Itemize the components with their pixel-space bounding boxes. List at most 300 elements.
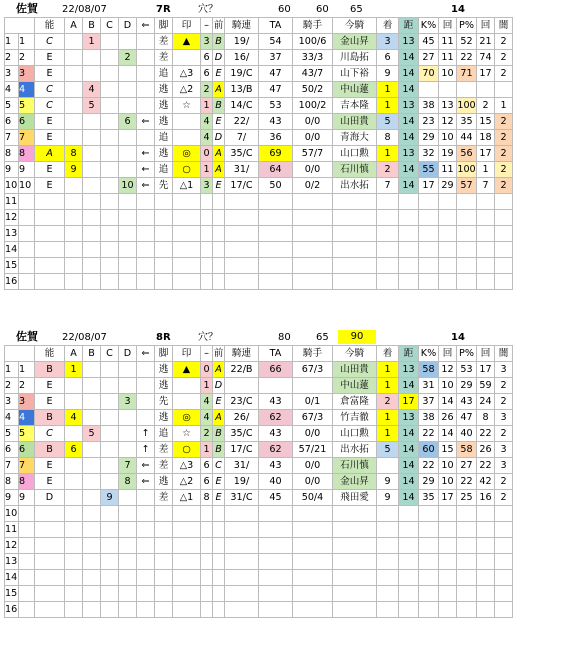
cell-p-count: 74 [477, 50, 495, 66]
cell-arrow [137, 226, 155, 242]
cell-arrow [137, 130, 155, 146]
cell-mark: △1 [173, 490, 201, 506]
cell-p-count [477, 210, 495, 226]
cell-prev [213, 570, 225, 586]
cell-p-count [477, 258, 495, 274]
cell-mark [173, 538, 201, 554]
cell-k-count [439, 194, 457, 210]
cell-mark [173, 194, 201, 210]
cell-dark: 2 [495, 490, 513, 506]
header-blank [5, 18, 35, 34]
cell-p-count: 22 [477, 426, 495, 442]
cell-style: 追 [155, 130, 173, 146]
cell-arrow [137, 490, 155, 506]
cell-k-pct: 22 [419, 426, 439, 442]
cell-distance [399, 586, 419, 602]
cell-rating [35, 522, 65, 538]
cell-col-d [119, 98, 137, 114]
cell-col-c [101, 426, 119, 442]
column-header: 騎連 [225, 18, 259, 34]
cell-p-count: 17 [477, 146, 495, 162]
cell-dash: 8 [201, 490, 213, 506]
cell-col-a [65, 426, 83, 442]
cell-p-count [477, 82, 495, 98]
cell-k-pct [419, 538, 439, 554]
cell-arrow: ← [137, 146, 155, 162]
cell-row-number: 14 [5, 570, 19, 586]
cell-col-b [83, 114, 101, 130]
cell-row-number: 3 [5, 66, 19, 82]
cell-p-count: 18 [477, 130, 495, 146]
cell-col-c [101, 538, 119, 554]
cell-k-pct: 31 [419, 378, 439, 394]
cell-p-count: 8 [477, 410, 495, 426]
cell-style [155, 602, 173, 618]
table-row [5, 242, 513, 258]
cell-distance [399, 538, 419, 554]
column-header: 回 [439, 346, 457, 362]
cell-style [155, 586, 173, 602]
cell-col-a [65, 586, 83, 602]
cell-prev: E [213, 178, 225, 194]
cell-post-number [19, 522, 35, 538]
cell-k-pct [419, 258, 439, 274]
cell-style: 差 [155, 50, 173, 66]
cell-col-d: 7 [119, 458, 137, 474]
cell-col-a: 9 [65, 162, 83, 178]
cell-arrow: ⇐ [137, 178, 155, 194]
cell-col-a [65, 66, 83, 82]
cell-col-a: 6 [65, 442, 83, 458]
cell-mark [173, 506, 201, 522]
cell-distance [399, 522, 419, 538]
cell-p-pct: 43 [457, 394, 477, 410]
cell-finish: 1 [377, 98, 399, 114]
distance-header: 14 [451, 332, 465, 343]
cell-jockey-stat: 57/7 [293, 146, 333, 162]
cell-rider: 山口勲 [333, 146, 377, 162]
cell-rider: 青海大 [333, 130, 377, 146]
cell-row-number: 11 [5, 522, 19, 538]
cell-style [155, 538, 173, 554]
cell-col-b [83, 146, 101, 162]
table-row [5, 554, 513, 570]
cell-distance: 14 [399, 490, 419, 506]
column-header: 騎連 [225, 346, 259, 362]
cell-rating: C [35, 34, 65, 50]
cell-jockey-stat: 0/0 [293, 114, 333, 130]
cell-dark: 2 [495, 34, 513, 50]
cell-rider: 山田貴 [333, 362, 377, 378]
cell-rider: 山口勲 [333, 426, 377, 442]
cell-col-b [83, 442, 101, 458]
cell-k-count: 17 [439, 490, 457, 506]
cell-ta: 43 [259, 426, 293, 442]
cell-k-count: 14 [439, 394, 457, 410]
cell-k-pct: 27 [419, 50, 439, 66]
cell-col-a [65, 114, 83, 130]
cell-p-count: 26 [477, 442, 495, 458]
cell-rider [333, 506, 377, 522]
cell-p-pct [457, 538, 477, 554]
cell-distance: 14 [399, 114, 419, 130]
cell-prev [213, 258, 225, 274]
cell-post-number [19, 274, 35, 290]
cell-k-count [439, 226, 457, 242]
cell-jockey-stat [293, 586, 333, 602]
cell-jockey-combo [225, 194, 259, 210]
cell-col-a [65, 570, 83, 586]
cell-row-number: 8 [5, 146, 19, 162]
cell-k-pct: 55 [419, 162, 439, 178]
cell-mark: △3 [173, 458, 201, 474]
cell-jockey-combo [225, 378, 259, 394]
cell-ta: 40 [259, 474, 293, 490]
cell-dash: 6 [201, 458, 213, 474]
cell-col-b [83, 258, 101, 274]
cell-prev: A [213, 362, 225, 378]
cell-k-count: 11 [439, 162, 457, 178]
cell-rating: C [35, 426, 65, 442]
cell-arrow [137, 410, 155, 426]
cell-col-a [65, 490, 83, 506]
cell-p-pct [457, 258, 477, 274]
cell-col-b [83, 66, 101, 82]
cell-jockey-combo: 13/B [225, 82, 259, 98]
cell-col-a [65, 506, 83, 522]
cell-k-pct: 37 [419, 394, 439, 410]
cell-prev [213, 522, 225, 538]
cell-prev [213, 554, 225, 570]
cell-prev: E [213, 114, 225, 130]
cell-rating: E [35, 378, 65, 394]
cell-arrow [137, 34, 155, 50]
table-row [5, 522, 513, 538]
cell-jockey-combo [225, 570, 259, 586]
date-label: 22/08/07 [62, 332, 107, 343]
cell-ta: 36 [259, 130, 293, 146]
cell-rider [333, 258, 377, 274]
column-header: TA [259, 346, 293, 362]
cell-finish: 1 [377, 146, 399, 162]
cell-ta: 43 [259, 458, 293, 474]
cell-rider: 金山昇 [333, 474, 377, 490]
cell-col-a [65, 50, 83, 66]
cell-col-c [101, 362, 119, 378]
cell-dash: 1 [201, 98, 213, 114]
table-row [5, 602, 513, 618]
cell-prev [213, 274, 225, 290]
cell-ta [259, 274, 293, 290]
cell-dash [201, 226, 213, 242]
cell-col-c: 9 [101, 490, 119, 506]
cell-distance: 14 [399, 474, 419, 490]
cell-col-a [65, 602, 83, 618]
cell-jockey-stat: 0/0 [293, 458, 333, 474]
cell-col-b [83, 130, 101, 146]
cell-ta [259, 554, 293, 570]
cell-ta: 47 [259, 66, 293, 82]
cell-style: 追 [155, 162, 173, 178]
cell-col-a [65, 458, 83, 474]
cell-rating: E [35, 394, 65, 410]
cell-dark [495, 82, 513, 98]
cell-post-number: 4 [19, 82, 35, 98]
cell-jockey-combo [225, 602, 259, 618]
cell-col-a [65, 98, 83, 114]
cell-distance: 13 [399, 146, 419, 162]
cell-dash: 6 [201, 474, 213, 490]
cell-arrow [137, 570, 155, 586]
cell-dark [495, 194, 513, 210]
cell-col-d [119, 442, 137, 458]
cell-finish: 1 [377, 362, 399, 378]
cell-post-number: 9 [19, 162, 35, 178]
cell-k-count: 19 [439, 146, 457, 162]
cell-rider: 山下裕 [333, 66, 377, 82]
cell-jockey-stat: 100/6 [293, 34, 333, 50]
cell-col-d [119, 554, 137, 570]
cell-k-count [439, 210, 457, 226]
cell-post-number: 4 [19, 410, 35, 426]
cell-dash [201, 554, 213, 570]
cell-mark [173, 378, 201, 394]
table-row [5, 458, 513, 474]
cell-p-pct: 100 [457, 98, 477, 114]
cell-col-a [65, 130, 83, 146]
cell-col-d [119, 130, 137, 146]
cell-rating: E [35, 178, 65, 194]
cell-dark [495, 242, 513, 258]
table-row [5, 66, 513, 82]
cell-jockey-stat [293, 554, 333, 570]
cell-row-number: 13 [5, 554, 19, 570]
cell-rider: 川島拓 [333, 50, 377, 66]
cell-post-number [19, 258, 35, 274]
cell-ta: 47 [259, 82, 293, 98]
cell-col-a [65, 474, 83, 490]
cell-dark: 2 [495, 130, 513, 146]
cell-dash [201, 194, 213, 210]
cell-k-pct: 35 [419, 490, 439, 506]
cell-distance: 13 [399, 34, 419, 50]
cell-finish: 1 [377, 426, 399, 442]
cell-finish: 9 [377, 490, 399, 506]
cell-style: 逃 [155, 474, 173, 490]
cell-prev: A [213, 146, 225, 162]
cell-col-b [83, 242, 101, 258]
column-header: 前 [213, 346, 225, 362]
cell-finish [377, 522, 399, 538]
cell-ta: 54 [259, 34, 293, 50]
cell-jockey-combo: 17/C [225, 178, 259, 194]
cell-jockey-combo: 7/ [225, 130, 259, 146]
cell-p-count: 1 [477, 162, 495, 178]
cell-row-number: 6 [5, 442, 19, 458]
cell-dash: 4 [201, 410, 213, 426]
cell-col-b [83, 178, 101, 194]
cell-col-d [119, 410, 137, 426]
cell-rider [333, 274, 377, 290]
cell-distance: 14 [399, 378, 419, 394]
cell-row-number: 10 [5, 178, 19, 194]
cell-k-count [439, 522, 457, 538]
cell-row-number: 15 [5, 258, 19, 274]
cell-style: 逃 [155, 146, 173, 162]
cell-col-b [83, 586, 101, 602]
cell-col-a: 8 [65, 146, 83, 162]
cell-rating: E [35, 474, 65, 490]
cell-rider: 倉富隆 [333, 394, 377, 410]
cell-col-a [65, 554, 83, 570]
cell-col-a [65, 258, 83, 274]
cell-rating: C [35, 82, 65, 98]
table-row [5, 34, 513, 50]
cell-ta [259, 226, 293, 242]
cell-arrow [137, 210, 155, 226]
venue-label: 佐賀 [16, 330, 38, 343]
cell-distance [399, 194, 419, 210]
cell-dark: 2 [495, 426, 513, 442]
cell-ta [259, 602, 293, 618]
cell-rating [35, 554, 65, 570]
column-header: 能 [35, 18, 65, 34]
cell-rider [333, 586, 377, 602]
column-header: 回 [477, 18, 495, 34]
cell-distance: 14 [399, 442, 419, 458]
column-header: 能 [35, 346, 65, 362]
cell-p-count [477, 226, 495, 242]
cell-k-pct: 29 [419, 474, 439, 490]
cell-rider [333, 538, 377, 554]
cell-post-number: 2 [19, 378, 35, 394]
cell-col-a: 4 [65, 410, 83, 426]
cell-k-pct [419, 602, 439, 618]
cell-jockey-combo: 16/ [225, 50, 259, 66]
cell-row-number: 2 [5, 50, 19, 66]
cell-jockey-stat: 0/2 [293, 178, 333, 194]
cell-col-b [83, 490, 101, 506]
cell-jockey-stat: 100/2 [293, 98, 333, 114]
cell-ta: 43 [259, 394, 293, 410]
cell-dark: 3 [495, 442, 513, 458]
cell-col-b [83, 522, 101, 538]
cell-dark [495, 570, 513, 586]
cell-post-number [19, 506, 35, 522]
header-value-2: 60 [316, 4, 329, 15]
cell-mark: ◎ [173, 146, 201, 162]
column-header: C [101, 346, 119, 362]
cell-mark: ☆ [173, 426, 201, 442]
cell-k-pct: 38 [419, 98, 439, 114]
cell-p-pct [457, 226, 477, 242]
cell-dark: 2 [495, 50, 513, 66]
cell-mark [173, 570, 201, 586]
cell-ta [259, 586, 293, 602]
cell-ta: 50 [259, 178, 293, 194]
cell-arrow [137, 82, 155, 98]
cell-k-pct: 70 [419, 66, 439, 82]
cell-col-c [101, 50, 119, 66]
cell-rating: E [35, 162, 65, 178]
cell-col-d [119, 66, 137, 82]
table-row [5, 98, 513, 114]
cell-ta [259, 210, 293, 226]
cell-mark [173, 522, 201, 538]
cell-jockey-stat: 50/4 [293, 490, 333, 506]
header-value-1: 80 [278, 332, 291, 343]
table-row [5, 146, 513, 162]
cell-finish [377, 210, 399, 226]
cell-distance [399, 570, 419, 586]
cell-p-pct: 71 [457, 66, 477, 82]
cell-k-count [439, 538, 457, 554]
cell-dash: 4 [201, 130, 213, 146]
cell-k-count: 10 [439, 474, 457, 490]
cell-mark [173, 554, 201, 570]
cell-arrow: ↑ [137, 442, 155, 458]
cell-p-pct [457, 602, 477, 618]
cell-ta: 45 [259, 490, 293, 506]
cell-col-c [101, 130, 119, 146]
cell-p-count: 2 [477, 98, 495, 114]
cell-distance: 14 [399, 458, 419, 474]
cell-dark [495, 506, 513, 522]
cell-dash: 0 [201, 362, 213, 378]
cell-col-b: 5 [83, 426, 101, 442]
cell-rating: E [35, 114, 65, 130]
cell-row-number: 15 [5, 586, 19, 602]
cell-dash [201, 242, 213, 258]
race-number: 8R [156, 332, 171, 343]
cell-k-pct [419, 242, 439, 258]
cell-col-c [101, 274, 119, 290]
cell-distance [399, 210, 419, 226]
cell-arrow [137, 258, 155, 274]
cell-mark [173, 394, 201, 410]
cell-dash [201, 274, 213, 290]
cell-jockey-stat [293, 602, 333, 618]
cell-row-number: 6 [5, 114, 19, 130]
cell-ta [259, 194, 293, 210]
cell-prev: D [213, 50, 225, 66]
table-row [5, 178, 513, 194]
cell-col-c [101, 242, 119, 258]
cell-k-pct [419, 226, 439, 242]
cell-rider [333, 194, 377, 210]
cell-distance: 13 [399, 410, 419, 426]
cell-col-b [83, 554, 101, 570]
cell-mark [173, 50, 201, 66]
cell-jockey-stat: 0/1 [293, 394, 333, 410]
cell-finish [377, 538, 399, 554]
cell-jockey-stat [293, 522, 333, 538]
cell-post-number: 2 [19, 50, 35, 66]
cell-jockey-combo [225, 210, 259, 226]
cell-jockey-stat: 43/7 [293, 66, 333, 82]
cell-col-d [119, 506, 137, 522]
cell-jockey-stat [293, 538, 333, 554]
cell-col-d [119, 162, 137, 178]
cell-style: 差 [155, 34, 173, 50]
cell-k-count [439, 506, 457, 522]
cell-dash [201, 258, 213, 274]
cell-jockey-stat [293, 242, 333, 258]
cell-style: 逃 [155, 362, 173, 378]
cell-post-number: 5 [19, 426, 35, 442]
cell-dash [201, 538, 213, 554]
cell-col-b [83, 362, 101, 378]
